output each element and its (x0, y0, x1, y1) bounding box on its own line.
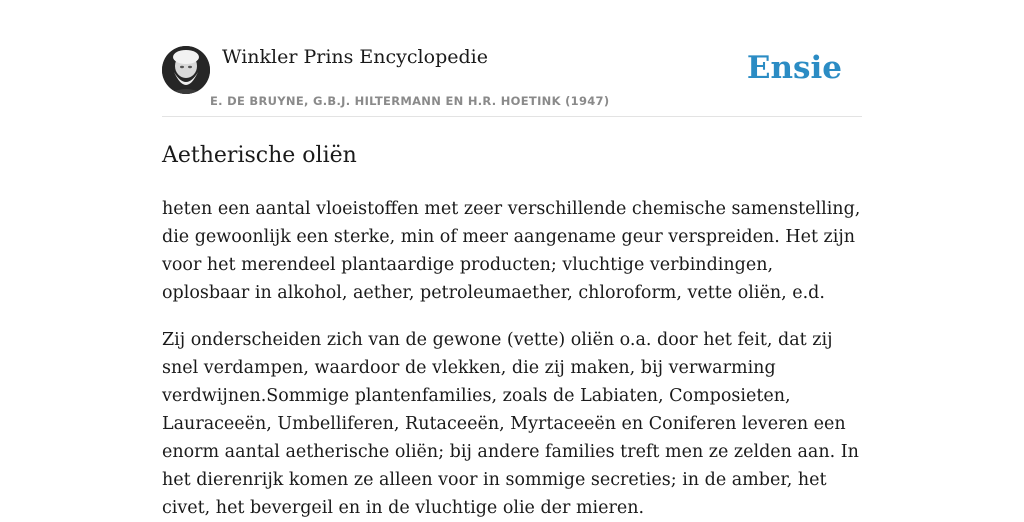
site-header (162, 0, 862, 117)
author-avatar[interactable] (162, 46, 210, 94)
article-title: Aetherische oliën (162, 143, 357, 168)
site-title[interactable]: Winkler Prins Encyclopedie (222, 46, 488, 68)
portrait-icon (162, 46, 210, 94)
article-paragraph: Zij onderscheiden zich van de gewone (vette) oliën o.a. door het feit, dat zij snel verdampen, waardoor de vlekken, die zij maken, bij verwarming verdwijnen.Sommige plantenfamilies, zoals de Labiaten, Composieten, Lauraceeën, Umbelliferen, Rutaceeën, Myrtaceeën en Coniferen leveren een enorm aantal aetherische oliën; bij andere families treft men ze zelden aan. In het dierenrijk komen ze alleen voor in sommige secreties; in de amber, het civet, het bevergeil en in de vluchtige olie der mieren. (162, 330, 859, 518)
article-paragraph: heten een aantal vloeistoffen met zeer verschillende chemische samenstelling, die gewoonlijk een sterke, min of meer aangename geur verspreiden. Het zijn voor het merendeel plantaardige producten; vluchtige verbindingen, oplosbaar in alkohol, aether, petroleumaether, chloroform, vette oliën, e.d. (162, 199, 861, 303)
brand-logo[interactable]: Ensie (746, 50, 842, 86)
author-credits: E. DE BRUYNE, G.B.J. HILTERMANN EN H.R. HOETINK (1947) (210, 94, 610, 108)
page-container (162, 0, 862, 522)
